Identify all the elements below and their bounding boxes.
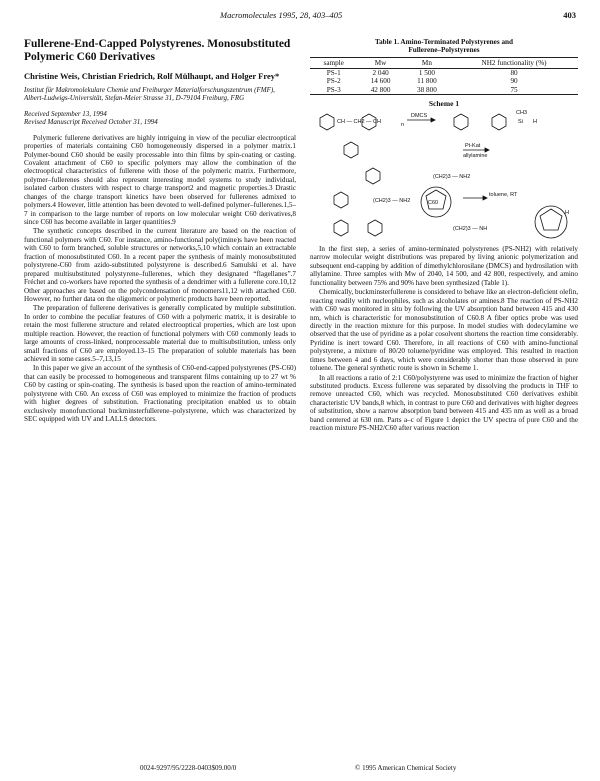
reaction-scheme (313, 110, 575, 242)
column-header: Mw (357, 57, 403, 68)
fullerene-icon (535, 206, 567, 238)
affiliation: Institut für Makromolekulare Chemie und Freiburger Materialforschungszentrum (FMF), Albert-Ludwigs-Universität, Stefan-Meier Strasse 31, D-79104 Freiburg, FRG (24, 86, 275, 103)
table-cell: 2 040 (372, 68, 389, 77)
body-paragraph: In the first step, a series of amino-terminated polystyrenes (PS-NH2) with relatively narrow molecular weight distributions was prepared by living anionic polymerization and subsequent end-capping by addition of dimethylchlorosilane (DMCS) and hydrosilation with allylamine. Three samples with Mw of 2040, 14 500, and 42 800, respectively, and amino functionality between 75% and 90% have been synthesized (Table 1). (310, 245, 578, 287)
body-paragraph: In this paper we give an account of the synthesis of C60-end-capped polystyrenes (PS-C60) that can easily be processed to homogeneous and transparent films containing up to 27 wt % C60 by casting or spin-coating. The synthesis is based upon the reaction of amino-terminated polystyrene with C60. An excess of C60 was employed to minimize the fraction of products with higher degrees of substitution. Fractionating precipitation enabled us to obtain exclusively monofunctional buckminsterfullerene–polystyrene, which was characterized by SEC equipped with UV and LALLS detectors. (24, 364, 296, 424)
running-header (0, 10, 600, 24)
benzene-ring-icon (344, 142, 358, 158)
table-cell: 1 500 (418, 68, 435, 77)
table-cell: PS-3 (310, 86, 357, 95)
hydride-label: H (533, 119, 537, 126)
journal-citation: Macromolecules 1995, 28, 403–405 (220, 10, 343, 20)
body-paragraph: Chemically, buckminsterfullerene is considered to behave like an electron-deficient olefin, reacting readily with nucleophiles, such as alcoholates or amines.8 The reaction of PS-NH2 with C60 was monitored in situ by following the UV absorption band between 415 and 430 nm, which is characteristic for monosubstitution of C60.8 A fiber optics probe was used directly in the reaction mixture for this purpose. In model studies with dodecylamine we observed that the use of pyridine as a polar cosolvent shortens the reaction time considerably. Pyridine is inert toward C60. Therefore, in all reactions of C60 with amino-functional polystyrene, a mixture of 80/20 toluene/pyridine was employed. This resulted in reaction times between 4 and 6 days, which were considerably shorter than those observed in pure toluene. The general synthetic route is shown in Scheme 1. (310, 288, 578, 373)
table-cell: 90 (510, 77, 518, 86)
table-cell: 38 800 (404, 86, 450, 95)
column-header: NH2 functionality (%) (450, 57, 578, 68)
c60-label: C60 (428, 200, 439, 207)
allylamine-label: allylamine (463, 153, 488, 160)
author-list: Christine Weis, Christian Friedrich, Rolf Mülhaupt, and Holger Frey* (24, 71, 280, 81)
page-number: 403 (563, 10, 576, 20)
body-paragraph: The synthetic concepts described in the current literature are based on the reaction of functional polymers with C60. For instance, amino-functional poly(imine)s have been reacted with C60 to form branched, soluble structures or networks,5,10 which contain an extractable fraction of monosubstituted C60. In a recent paper the synthesis of mainly monosubstituted polystyrene-C60 from azido-substituted polystyrene is described.6 Samulski et al. have prepared multisubstituted polystyrene–fullerenes, which they designated “flagellanes”.7 Fréchet and co-workers have reported the synthesis of a dendrimer with a fullerene core.10,12 Other approaches are based on the polycondensation of monomers11,12 with attached C60. However, no further data on the oligomeric or polymeric products have been reported. (24, 227, 296, 303)
benzene-ring-icon (454, 114, 468, 130)
repeat-index: n (401, 122, 405, 129)
table-caption: Table 1. Amino-Terminated Polystyrenes and Fullerene–Polystyrenes (374, 38, 514, 55)
table-cell: 14 600 (370, 77, 391, 86)
body-paragraph: The preparation of fullerene derivatives is generally complicated by multiple substitution. In order to combine the peculiar features of C60 with a polymeric matrix, it is desirable to retain the most fullerene structure and related electrooptical properties, which are lost upon multiple reaction. However, the reaction of functional polymers with C60 commonly leads to large amounts of cross-linked, nonprocessable material due to multisubstitution, unless only small fractions of C60 are employed.13–15 The preparation of soluble materials has been achieved in some cases.5–7,13,15 (24, 304, 296, 363)
benzene-ring-icon (334, 192, 348, 208)
hydrogen-label: H (565, 210, 569, 217)
polymer-chain-label: CH — CH2 — CH (337, 119, 382, 126)
column-header: sample (310, 57, 357, 68)
body-paragraph: In all reactions a ratio of 2:1 C60/polystyrene was used to minimize the fraction of higher substituted products. Excess fullerene was separated by dissolving the products in THF to remove unreacted C60, which was recycled. Monosubstituted C60 derivatives exhibit characteristic UV bands,8 which, in contrast to pure C60 and derivatives with higher degrees of substitution, show a narrow absorption band between 415 and 435 nm as well as a broad band centered at 630 nm. Parts a–c of Figure 1 depict the UV spectra of pure C60 and the reaction mixture PS-NH2/C60 after various reaction (310, 373, 578, 433)
right-column (310, 38, 578, 433)
received-dates: Received September 13, 1994 Revised Manuscript Received October 31, 1994 (24, 109, 158, 127)
copyright-notice: © 1995 American Chemical Society (355, 764, 457, 772)
article-title: Fullerene-End-Capped Polystyrenes. Monosubstituted Polymeric C60 Derivatives (24, 38, 291, 63)
left-column (24, 38, 296, 424)
table-cell: 80 (510, 68, 518, 77)
data-table (310, 57, 578, 95)
benzene-ring-icon (368, 220, 382, 236)
benzene-ring-icon (492, 114, 506, 130)
article-code: 0024-9297/95/2228-0403$09.00/0 (140, 764, 237, 772)
table-cell: 42 800 (357, 86, 403, 95)
benzene-ring-icon (334, 220, 348, 236)
amino-linker-label: (CH2)3 — NH (453, 226, 488, 233)
table-cell: 11 800 (417, 77, 437, 86)
aminopropyl-label: (CH2)3 — NH2 (433, 174, 471, 181)
catalyst-label: Pt-Kat (465, 143, 481, 150)
table-cell: 75 (450, 86, 578, 95)
condition-label: toluene, RT (489, 192, 518, 199)
scheme-caption: Scheme 1 (428, 99, 460, 109)
column-header: Mn (404, 57, 450, 68)
table-row (310, 77, 578, 85)
table-row (310, 86, 578, 95)
reagent-label: DMCS (411, 113, 428, 120)
benzene-ring-icon (366, 168, 380, 184)
benzene-ring-icon (320, 114, 334, 130)
table-cell: PS-2 (326, 77, 341, 86)
amine-end-label: (CH2)3 — NH2 (373, 198, 411, 205)
table-row (310, 68, 578, 77)
table-cell: PS-1 (326, 68, 341, 77)
methyl-label: CH3 (516, 110, 528, 117)
table-header-row (310, 57, 578, 68)
silicon-label: Si (518, 119, 523, 126)
body-paragraph: Polymeric fullerene derivatives are highly intriguing in view of the peculiar electrooptical properties of materials containing C60 homogeneously dispersed in a polymer matrix.1 Polymer-bound C60 should be easily processable into thin films by spin-coating or casting. Covalent attachment of C60 to specific polymers may allow the combination of the electrooptical characteristics of fullerene with those of the polymeric matrix. Furthermore, polymer–fullerenes should also represent interesting model systems to study individual, isolated carbon clusters with respect to charge transport2 and magnetic properties.3 Drastic changes of the charge transport kinetics have been observed for fullerenes admixed to polymers.4 However, little attention has been devoted to well-defined polymer–fullerenes.1,5–7 in comparison to the large number of reports on low molecular weight C60 derivatives,8 since C60 has become available in larger quantities.9 (24, 133, 296, 226)
